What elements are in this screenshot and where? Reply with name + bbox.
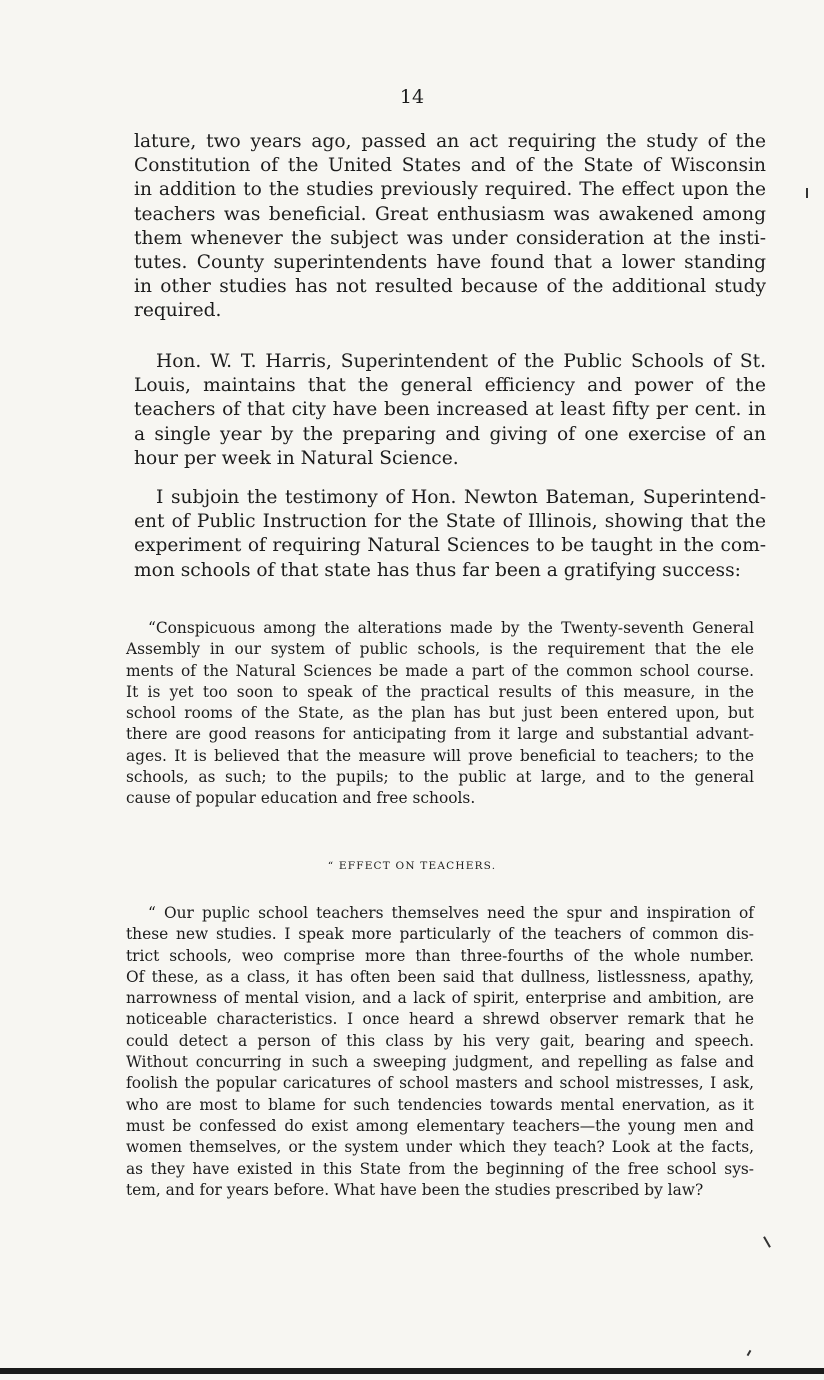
page-number: 14 (399, 86, 425, 108)
line: a single year by the preparing and giving of one exercise of an (134, 423, 766, 445)
scan-speck (806, 188, 808, 198)
paragraph-1 (134, 130, 766, 324)
line: tem, and for years before. What have been the studies prescribed by law? (126, 1180, 704, 1199)
line: experiment of requiring Natural Sciences to be taught in the com- (134, 535, 766, 557)
line: It is yet too soon to speak of the practical results of this measure, in the (126, 682, 754, 701)
line: these new studies. I speak more particularly of the teachers of common dis- (126, 925, 754, 944)
line: Constitution of the United States and of the State of Wisconsin (134, 155, 766, 177)
line: Without concurring in such a sweeping judgment, and repelling as false and (126, 1053, 754, 1072)
line: tutes. County superintendents have found that a lower standing (134, 252, 766, 274)
line: could detect a person of this class by his very gait, bearing and speech. (126, 1031, 754, 1050)
line: “Conspicuous among the alterations made by the Twenty-seventh General (148, 619, 754, 637)
line: who are most to blame for such tendencies towards mental enervation, as it (126, 1095, 754, 1114)
line: teachers of that city have been increased at least fifty per cent. in (134, 399, 766, 421)
line: ments of the Natural Sciences be made a part of the common school course. (126, 661, 754, 680)
line: mon schools of that state has thus far been a gratifying success: (134, 559, 741, 581)
line: ent of Public Instruction for the State of Illinois, showing that the (134, 511, 766, 533)
line: trict schools, weo comprise more than three-fourths of the whole number. (126, 946, 754, 965)
paragraph-3 (134, 486, 766, 583)
line: school rooms of the State, as the plan has but just been entered upon, but (126, 704, 754, 723)
line: teachers was beneficial. Great enthusiasm was awakened among (134, 203, 766, 225)
line: schools, as such; to the pupils; to the public at large, and to the general (126, 768, 754, 787)
quotation-bateman-2 (126, 903, 754, 1201)
line: in addition to the studies previously required. The effect upon the (134, 179, 766, 201)
line: Assembly in our system of public schools, is the requirement that the ele (126, 640, 754, 659)
line: I subjoin the testimony of Hon. Newton Bateman, Superintend- (156, 487, 766, 508)
section-heading: “ EFFECT ON TEACHERS. (327, 860, 497, 872)
line: Louis, maintains that the general efficiency and power of the (134, 375, 766, 397)
line: lature, two years ago, passed an act requiring the study of the (134, 131, 766, 152)
line: noticeable characteristics. I once heard a shrewd observer remark that he (126, 1010, 754, 1029)
paragraph-2 (134, 350, 766, 471)
line: as they have existed in this State from the beginning of the free school sys- (126, 1159, 754, 1178)
line: in other studies has not resulted because of the additional study (134, 276, 766, 298)
quotation-bateman-1 (126, 618, 754, 810)
line: there are good reasons for anticipating from it large and substantial advant- (126, 725, 754, 744)
line: foolish the popular caricatures of school masters and school mistresses, I ask, (126, 1074, 754, 1093)
line: required. (134, 300, 222, 322)
scan-speck (763, 1236, 771, 1247)
line: them whenever the subject was under consideration at the insti- (134, 227, 766, 249)
line: women themselves, or the system under which they teach? Look at the facts, (126, 1138, 754, 1157)
line: narrowness of mental vision, and a lack of spirit, enterprise and ambition, are (126, 989, 754, 1008)
line: Of these, as a class, it has often been said that dullness, listlessness, apathy, (126, 967, 754, 986)
line: cause of popular education and free schools. (126, 789, 476, 808)
scan-speck (747, 1350, 752, 1356)
line: Hon. W. T. Harris, Superintendent of the Public Schools of St. (156, 351, 766, 372)
bottom-border (0, 1368, 824, 1374)
line: ages. It is believed that the measure will prove beneficial to teachers; to the (126, 746, 754, 765)
line: “ Our puplic school teachers themselves need the spur and inspiration of (148, 904, 754, 922)
line: must be confessed do exist among elementary teachers—the young men and (126, 1116, 754, 1135)
line: hour per week in Natural Science. (134, 447, 459, 469)
